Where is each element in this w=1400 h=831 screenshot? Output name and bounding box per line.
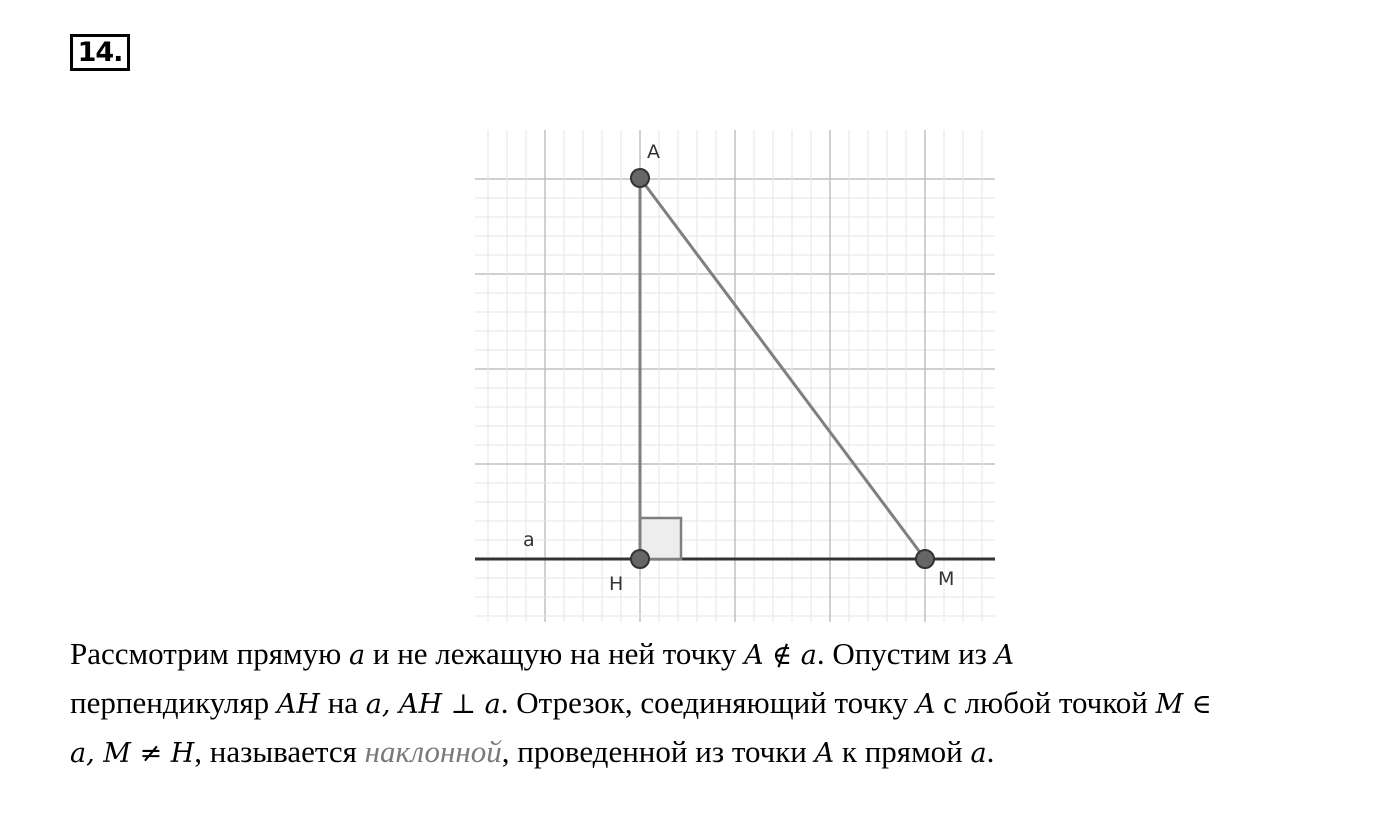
text-fragment: . — [986, 734, 995, 769]
text-fragment: и не лежащую на ней точку — [365, 636, 745, 671]
text-fragment: с любой точкой — [935, 685, 1156, 720]
math-a: a — [970, 738, 987, 769]
math-a: a — [349, 640, 366, 671]
term-slant: наклонной — [364, 734, 502, 769]
text-line-1 — [70, 630, 1390, 679]
text-fragment: . Отрезок, соединяющий точку — [500, 685, 916, 720]
math-A: A — [915, 689, 936, 720]
point-M — [916, 550, 934, 568]
math-AH: AH — [276, 689, 320, 720]
label-M: M — [938, 568, 955, 590]
math-A: A — [814, 738, 835, 769]
definition-text — [70, 630, 1390, 777]
math-AH-perp-a: a, AH ⊥ a — [365, 689, 501, 720]
label-line-a: a — [523, 529, 535, 551]
point-A — [631, 169, 649, 187]
math-A: A — [994, 640, 1015, 671]
math-a-not-in-a: A ∉ a — [744, 640, 817, 671]
text-line-2 — [70, 679, 1390, 728]
problem-number: 14. — [70, 34, 130, 71]
text-fragment: к прямой — [834, 734, 971, 769]
text-fragment: . Опустим из — [816, 636, 995, 671]
text-fragment: на — [319, 685, 366, 720]
math-a-M-neq-H: a, M ≠ H — [70, 738, 195, 769]
text-fragment: , проведенной из точки — [501, 734, 815, 769]
math-M-in: M ∈ — [1155, 689, 1212, 720]
text-fragment: , называется — [194, 734, 365, 769]
label-A: A — [647, 141, 660, 163]
text-fragment: перпендикуляр — [70, 685, 277, 720]
point-H — [631, 550, 649, 568]
label-H: H — [609, 573, 624, 595]
text-fragment: Рассмотрим прямую — [70, 636, 349, 671]
text-line-3 — [70, 728, 1390, 777]
